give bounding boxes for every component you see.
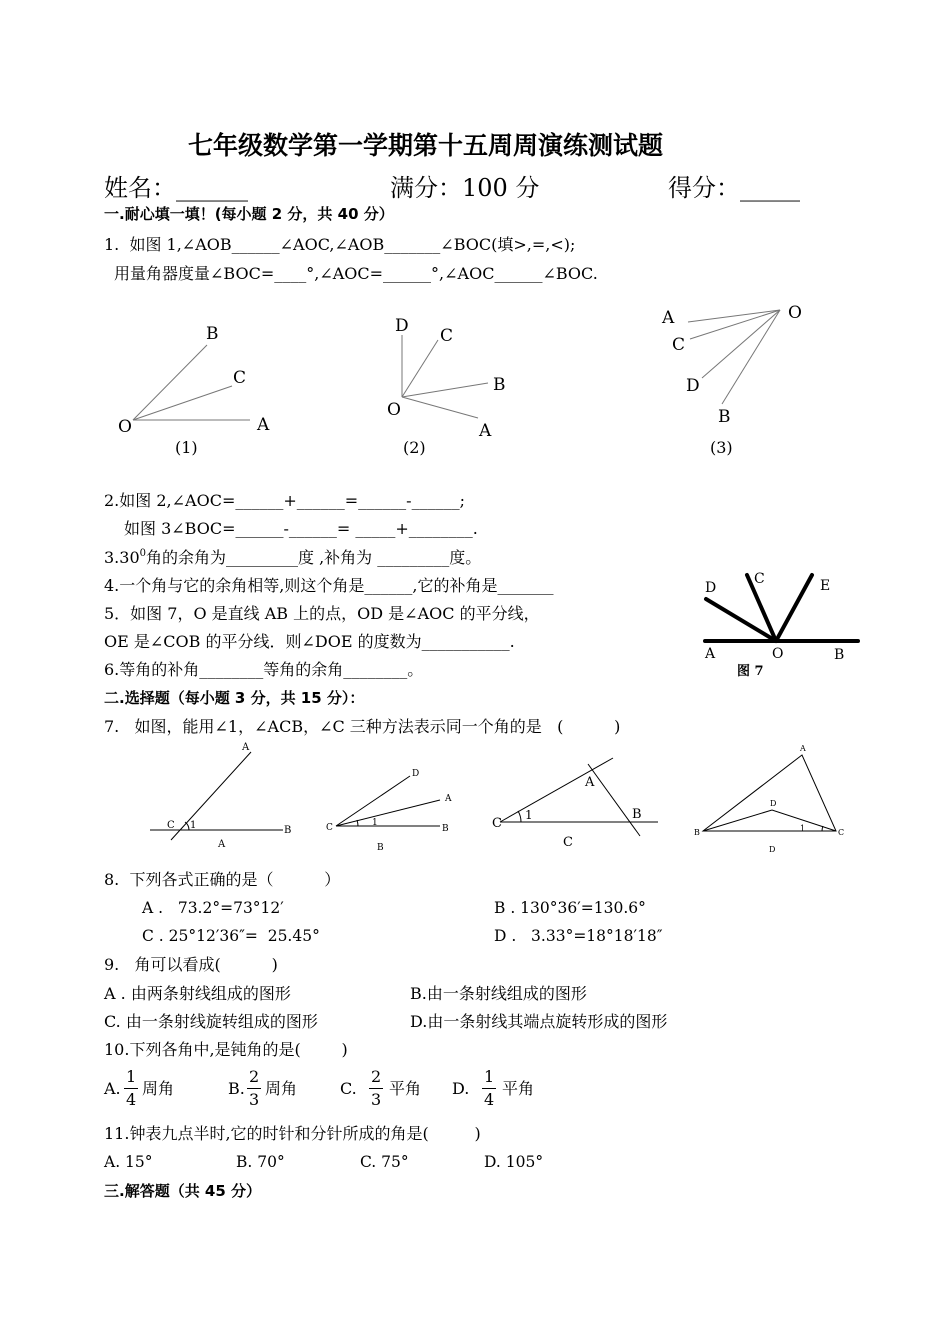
fig7-label-e: E [820,578,831,594]
fraction-denominator: 4 [126,1090,137,1109]
fig2-label-d: D [395,316,409,336]
fig1-caption: (1) [175,438,198,457]
fig7-label-c: C [754,571,765,587]
fig2-label-o: O [387,400,401,420]
q9: 9. 角可以看成( ) [104,955,278,974]
fig7-caption: 图 7 [737,664,764,679]
q9-option-a: A . 由两条射线组成的图形 [104,984,291,1003]
q7-figure-b [322,760,462,880]
q3-number: 3.30 [104,548,140,567]
q7d-label-d-top: D [770,799,777,808]
score-field: 得分：_____ [668,174,800,202]
section3-heading: 三.解答题（共 45 分） [104,1182,262,1200]
q7b-label-c: C [326,823,333,833]
q8-option-b: B . 130°36′=130.6° [494,899,646,917]
q5-line2: OE 是∠COB 的平分线．则∠DOE 的度数为___________. [104,632,515,651]
q10-option-c-prefix: C. [340,1079,357,1098]
q7b-label-b-right: B [442,824,449,834]
q7b-label-b-bottom: B [377,843,384,853]
fraction-numerator: 2 [247,1069,261,1089]
q7b-label-1: 1 [372,818,378,828]
figure-7 [700,565,870,685]
q7c-label-c-left: C [492,816,502,831]
q6: 6.等角的补角________等角的余角________。 [104,660,424,679]
q10-option-b-prefix: B. [228,1079,245,1098]
fig1-label-a: A [257,415,270,435]
q10: 10.下列各角中,是钝角的是( ) [104,1040,348,1059]
q7c-label-a: A [585,775,595,790]
section2-heading: 二.选择题（每小题 3 分，共 15 分）： [104,689,365,707]
fig2-label-c: C [440,326,454,346]
fig7-label-b: B [834,647,845,663]
fig1-label-c: C [233,368,247,388]
fraction-numerator: 1 [482,1069,496,1089]
q7a-label-a-top: A [242,742,250,753]
q2-line1: 2.如图 2,∠AOC=______+______=______-______; [104,491,465,510]
q7d-label-c: C [838,828,845,837]
q8-option-c: C . 25°12′36″= 25.45° [142,927,320,945]
q1-line1: 1. 如图 1,∠AOB______∠AOC,∠AOB_______∠BOC(填>,=,<); [104,235,576,254]
fig3-label-c: C [672,335,686,355]
q5-line1: 5．如图 7，O 是直线 AB 上的点，OD 是∠AOC 的平分线， [104,604,540,623]
q10-option-d-fraction [482,1069,496,1108]
q11-option-a: A. 15° [104,1153,153,1171]
fig2-label-a: A [479,421,492,441]
q7a-label-a-bottom: A [218,839,226,850]
fraction-numerator: 1 [124,1069,138,1089]
q8-option-a: A . 73.2°=73°12′ [142,899,284,917]
q10-option-a-suffix: 周角 [142,1079,175,1098]
q7d-label-b: B [694,828,700,837]
q10-option-d-suffix: 平角 [502,1079,535,1098]
q8-option-d: D . 3.33°=18°18′18″ [494,927,663,945]
fig3-caption: (3) [710,438,733,457]
fig1-label-b: B [206,324,219,344]
q9-option-c: C. 由一条射线旋转组成的图形 [104,1012,318,1031]
fig7-label-d: D [705,580,717,596]
fraction-denominator: 4 [484,1090,495,1109]
fig3-label-b: B [718,407,731,427]
q9-option-b: B.由一条射线组成的图形 [410,984,587,1003]
fig3-label-d: D [686,376,700,396]
q8: 8. 下列各式正确的是（ ） [104,870,341,889]
full-score: 满分：100 分 [390,174,540,202]
q10-option-c-suffix: 平角 [389,1079,422,1098]
fraction-denominator: 3 [371,1090,382,1109]
q11: 11.钟表九点半时,它的时针和分针所成的角是( ) [104,1124,481,1143]
q7-figure-d [688,740,858,860]
q7: 7. 如图，能用∠1，∠ACB，∠C 三种方法表示同一个角的是 ( ) [104,717,621,736]
q3-text: 角的余角为_________度 ,补角为 _________度。 [146,548,482,567]
q7a-label-b: B [284,825,292,836]
fig2-caption: (2) [403,438,426,457]
q2-line2: 如图 3∠BOC=______-______= _____+________. [124,519,478,538]
q10-option-a-prefix: A. [104,1079,121,1098]
q9-option-d: D.由一条射线其端点旋转形成的图形 [410,1012,668,1031]
q3-degree-sup: 0 [139,548,146,559]
fraction-numerator: 2 [369,1069,383,1089]
fig1-label-o: O [118,417,132,437]
q10-option-b-suffix: 周角 [265,1079,298,1098]
q1-line2: 用量角器度量∠BOC=____°,∠AOC=______°,∠AOC______∠BOC. [114,264,598,283]
fig7-label-a: A [705,646,716,662]
fig2-label-b: B [493,375,506,395]
q11-option-d: D. 105° [484,1153,544,1171]
q7b-label-a: A [445,794,452,804]
name-field: 姓名：______ [104,174,248,202]
q7a-label-1: 1 [190,820,197,831]
q7d-label-1: 1 [800,824,806,833]
fig7-label-o: O [772,646,784,662]
q10-option-a-fraction [124,1069,138,1108]
q3 [104,549,481,566]
section1-heading: 一.耐心填一填！(每小题 2 分，共 40 分） [104,205,394,223]
q10-option-b-fraction [247,1069,261,1108]
page-title: 七年级数学第一学期第十五周周演练测试题 [188,131,664,160]
q11-option-b: B. 70° [236,1153,285,1171]
figure-2 [380,310,530,460]
figure-3 [650,300,830,457]
q7c-label-c-bottom: C [563,835,573,850]
q7b-label-d: D [412,769,420,779]
fraction-denominator: 3 [249,1090,260,1109]
q11-option-c: C. 75° [360,1153,409,1171]
q7c-label-b: B [632,807,642,822]
q7a-label-c: C [167,820,175,831]
q7-figure-a [145,740,305,860]
q7c-label-1: 1 [525,808,533,822]
q4: 4.一个角与它的余角相等,则这个角是______,它的补角是_______ [104,576,554,595]
q10-option-d-prefix: D. [452,1079,470,1098]
fig3-label-a: A [662,308,675,328]
figure-1 [100,310,300,460]
q7d-label-a: A [800,744,806,753]
q7d-label-d-bottom: D [769,845,776,854]
q7-figure-c [488,740,668,860]
q10-option-c-fraction [369,1069,383,1108]
fig3-label-o: O [788,303,802,323]
